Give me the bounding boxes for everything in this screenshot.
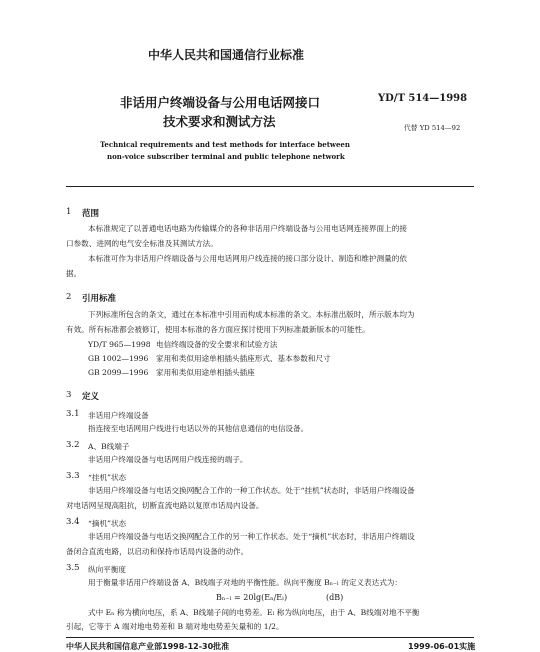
definition-title: 纵向平衡度 xyxy=(88,565,126,574)
standard-title-cn-line2: 技术要求和测试方法 xyxy=(163,114,276,129)
standard-number: YD/T 514—1998 xyxy=(378,93,468,104)
standard-title-en-line1: Technical requirements and test methods for interface between xyxy=(100,140,350,149)
definition-body: 非话用户终端设备与电话网用户线连接的端子。 xyxy=(88,455,248,464)
definition-body: 对电话网呈现高阻抗，切断直流电路以复原市话局内设备。 xyxy=(66,501,264,510)
standard-title-en-line2: non-voice subscriber terminal and public telephone network xyxy=(107,152,345,161)
definition-number: 3.3 xyxy=(66,471,80,481)
definition-number: 3.4 xyxy=(66,517,80,527)
section-2-number: 2 xyxy=(66,292,72,302)
reference-code: GB 1002—1996 xyxy=(88,354,149,363)
issuer-title: 中华人民共和国通信行业标准 xyxy=(148,48,305,62)
section-2-para-line2: 有效。所有标准都会被修订，使用本标准的各方面应探讨使用下列标准最新版本的可能性。 xyxy=(66,325,370,334)
reference-title: 家用和类似用途单相插头插座 xyxy=(156,368,255,377)
formula-note-line2: 引起，它等于 A 端对地电势差和 B 端对地电势差矢量和的 1/2。 xyxy=(66,622,284,631)
section-1-para1-line1: 本标准规定了以普通电话电路为传输媒介的各种非话用户终端设备与公用电话网连接界面上的接 xyxy=(88,224,407,233)
standard-title-cn-line1: 非话用户终端设备与公用电话网接口 xyxy=(120,95,321,110)
reference-code: GB 2099—1996 xyxy=(88,368,149,377)
section-2-title: 引用标准 xyxy=(82,294,117,304)
definition-body: 备闭合直流电路，以启动和保持市话局内设备的动作。 xyxy=(66,547,249,556)
definition-title: 非话用户终端设备 xyxy=(88,411,149,420)
definition-number: 3.5 xyxy=(66,563,80,573)
definition-title: “挂机”状态 xyxy=(88,473,127,482)
definition-body: 非话用户终端设备与电话交换网配合工作的一种工作状态。处于“挂机”状态时，非话用户终端设备 xyxy=(88,486,415,495)
definition-title: A、B线端子 xyxy=(88,442,130,451)
balance-formula: Bₙ₋ₗ = 20lg(Eₙ/Eₗ) xyxy=(216,593,288,602)
reference-title: 家用和类似用途单相插头插座形式、基本参数和尺寸 xyxy=(156,354,331,363)
section-1-para2-line2: 据。 xyxy=(66,269,82,278)
section-1-title: 范围 xyxy=(82,209,100,219)
section-3-title: 定义 xyxy=(82,392,100,402)
footer-divider xyxy=(66,637,474,638)
definition-body: 非话用户终端设备与电话交换网配合工作的另一种工作状态。处于“摘机”状态时，非话用户终端设 xyxy=(88,532,415,541)
definition-number: 3.2 xyxy=(66,440,80,450)
reference-code: YD/T 965—1998 xyxy=(88,340,151,349)
definition-number: 3.1 xyxy=(66,409,80,419)
definition-title: “摘机”状态 xyxy=(88,519,127,528)
section-1-para1-line2: 口参数、进网的电气安全标准及其测试方法。 xyxy=(66,239,218,248)
approval-note: 中华人民共和国信息产业部1998-12-30批准 xyxy=(66,642,230,651)
replaces-note: 代替 YD 514—92 xyxy=(404,124,461,132)
definition-body: 指连接至电话网用户线进行电话以外的其他信息通信的电信设备。 xyxy=(88,424,309,433)
section-1-number: 1 xyxy=(66,207,72,217)
section-2-para-line1: 下列标准所包含的条文，通过在本标准中引用而构成本标准的条文。本标准出版时，所示版本均为 xyxy=(88,310,415,319)
section-3-number: 3 xyxy=(66,390,72,400)
formula-note-line1: 式中 Eₙ 称为横向电压，系 A、B线端子间的电势差。Eₗ 称为纵向电压，由于 A、B线端对地不平衡 xyxy=(88,608,420,617)
header-divider xyxy=(66,186,474,187)
implementation-date: 1999-06-01实施 xyxy=(408,642,476,651)
balance-formula-unit: (dB) xyxy=(326,593,344,602)
section-1-para2-line1: 本标准可作为非话用户终端设备与公用电话网用户线连接的接口部分设计、制造和维护测量的依 xyxy=(88,254,407,263)
definition-body: 用于衡量非话用户终端设备 A、B线端子对地的平衡性能。纵向平衡度 Bₙ₋ₗ 的定义表达式为： xyxy=(88,578,402,587)
reference-title: 电信终端设备的安全要求和试验方法 xyxy=(156,340,278,349)
